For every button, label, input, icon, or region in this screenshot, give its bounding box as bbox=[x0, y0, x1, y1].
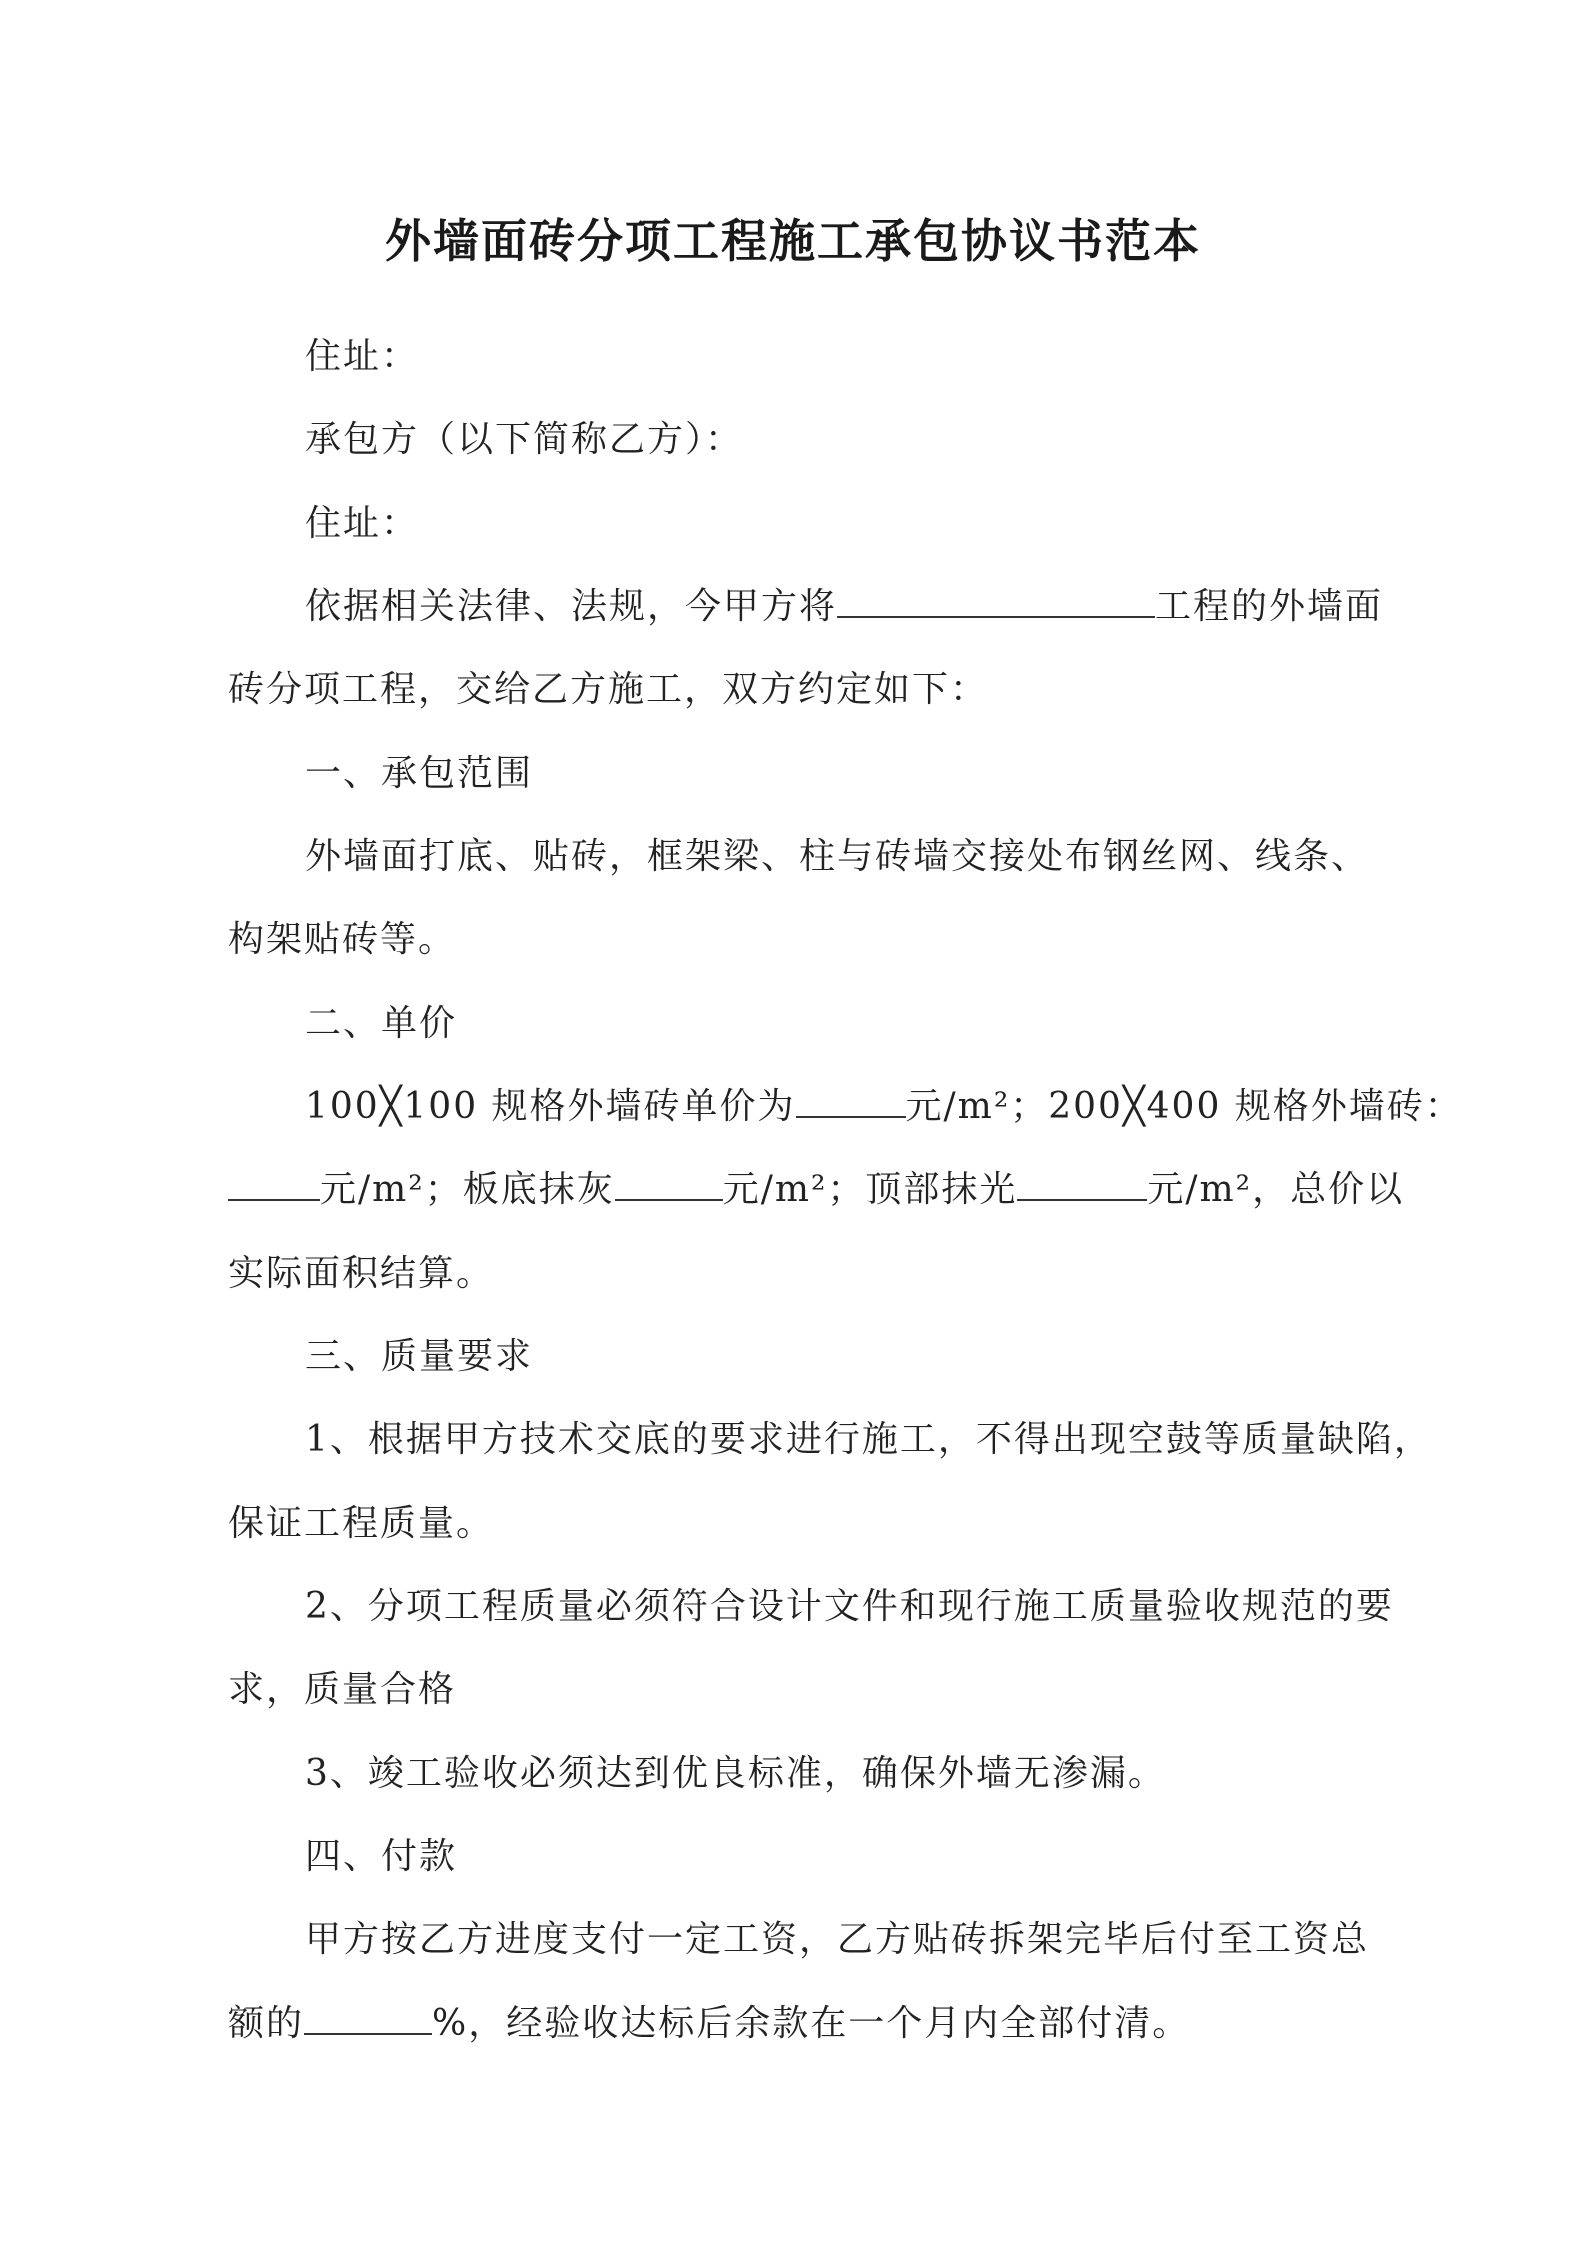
document-title: 外墙面砖分项工程施工承包协议书范本 bbox=[385, 214, 1201, 268]
price-line-2 bbox=[228, 1168, 1404, 1212]
contractor-line: 承包方（以下简称乙方）： bbox=[305, 419, 744, 460]
address-line-1: 住址： bbox=[305, 336, 420, 377]
price-text-e: 元/m²，总价以 bbox=[1147, 1169, 1405, 1210]
price-text-a: 100╳100 规格外墙砖单价为 bbox=[305, 1086, 796, 1127]
payment-line-2 bbox=[228, 2002, 1190, 2046]
quality-item-3: 3、竣工验收必须达到优良标准，确保外墙无渗漏。 bbox=[305, 1753, 1166, 1794]
intro-line-1 bbox=[305, 585, 1383, 629]
section-1-heading: 一、承包范围 bbox=[305, 753, 534, 794]
section-2-heading: 二、单价 bbox=[305, 1003, 458, 1044]
intro-line-2: 砖分项工程，交给乙方施工，双方约定如下： bbox=[228, 669, 989, 710]
price-text-b: 元/m²；200╳400 规格外墙砖： bbox=[905, 1086, 1463, 1127]
price-line-3: 实际面积结算。 bbox=[228, 1253, 495, 1294]
quality-item-1-line-2: 保证工程质量。 bbox=[228, 1503, 495, 1544]
payment-percent-blank[interactable] bbox=[304, 2003, 432, 2035]
intro-text-b: 工程的外墙面 bbox=[1155, 586, 1384, 627]
price-text-c: 元/m²；板底抹灰 bbox=[320, 1169, 615, 1210]
section-4-heading: 四、付款 bbox=[305, 1836, 458, 1877]
payment-line-1: 甲方按乙方进度支付一定工资，乙方贴砖拆架完毕后付至工资总 bbox=[305, 1919, 1370, 1960]
quality-item-2-line-1: 2、分项工程质量必须符合设计文件和现行施工质量验收规范的要 bbox=[305, 1586, 1394, 1627]
top-polish-price-blank[interactable] bbox=[1017, 1169, 1147, 1201]
section-3-heading: 三、质量要求 bbox=[305, 1336, 534, 1377]
scope-line-2: 构架贴砖等。 bbox=[228, 919, 457, 960]
payment-text-b: %，经验收达标后余款在一个月内全部付清。 bbox=[432, 2003, 1191, 2044]
project-name-blank[interactable] bbox=[837, 586, 1155, 618]
ceiling-plaster-price-blank[interactable] bbox=[615, 1169, 723, 1201]
address-line-2: 住址： bbox=[305, 503, 420, 544]
scope-line-1: 外墙面打底、贴砖，框架梁、柱与砖墙交接处布钢丝网、线条、 bbox=[305, 836, 1370, 877]
price-line-1 bbox=[305, 1085, 1463, 1129]
quality-item-1-line-1: 1、根据甲方技术交底的要求进行施工，不得出现空鼓等质量缺陷， bbox=[305, 1419, 1432, 1460]
price-text-d: 元/m²；顶部抹光 bbox=[722, 1169, 1018, 1210]
tile-200-price-blank[interactable] bbox=[228, 1169, 320, 1201]
quality-item-2-line-2: 求，质量合格 bbox=[228, 1669, 457, 1710]
intro-text-a: 依据相关法律、法规，今甲方将 bbox=[305, 586, 838, 627]
payment-text-a: 额的 bbox=[228, 2003, 305, 2044]
tile-100-price-blank[interactable] bbox=[796, 1086, 906, 1118]
